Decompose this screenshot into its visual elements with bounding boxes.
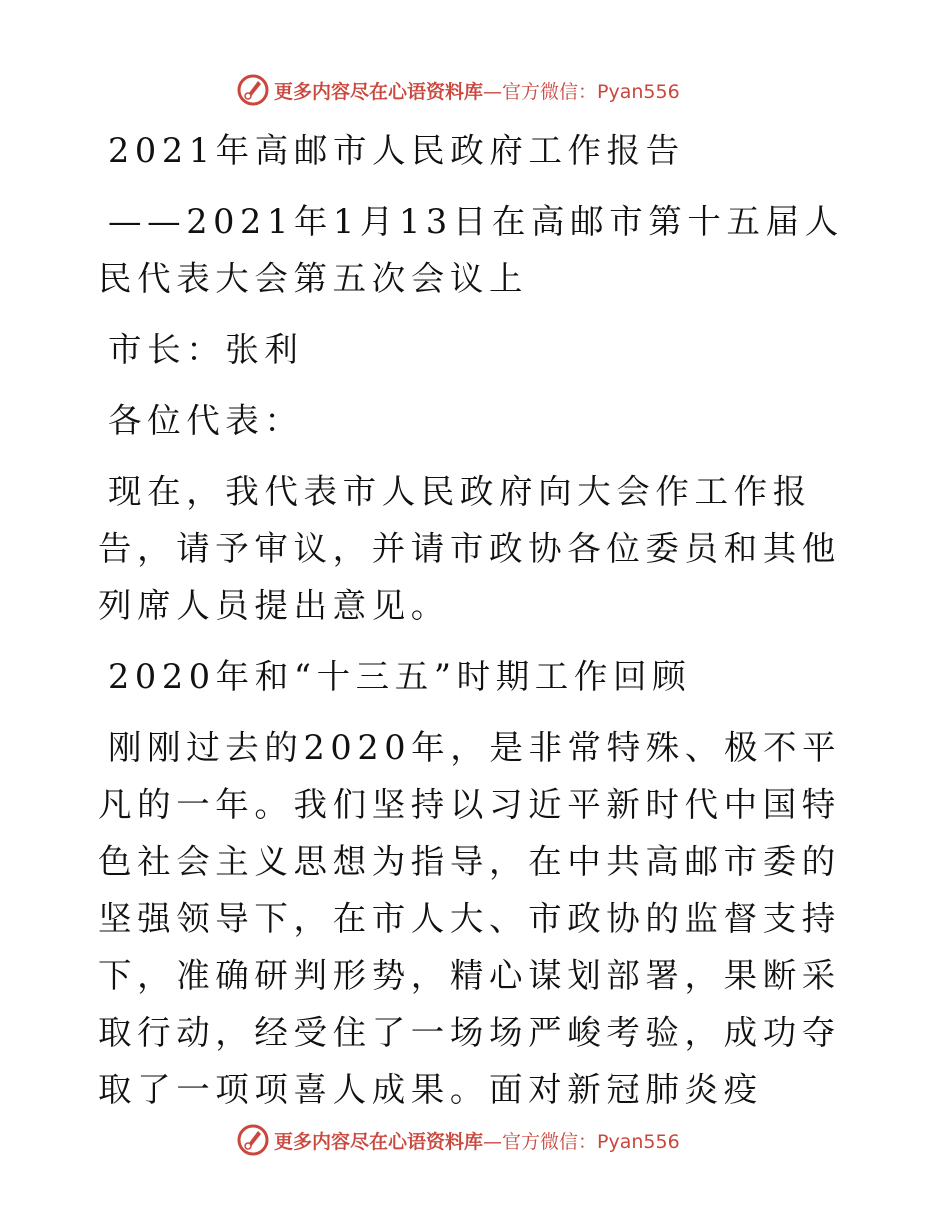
footer-watermark: [236, 1122, 756, 1158]
watermark-wechat-id: Pyan556: [597, 1130, 680, 1153]
document-body: [98, 122, 858, 1132]
watermark-main: 更多内容尽在心语资料库: [274, 1130, 484, 1153]
document-title: 2021年高邮市人民政府工作报告: [108, 131, 685, 170]
watermark-main: 更多内容尽在心语资料库: [274, 80, 484, 103]
document-subtitle: ——2021年1月13日在高邮市第十五届人民代表大会第五次会议上: [98, 202, 844, 298]
watermark-separator: —: [483, 80, 503, 103]
watermark-wechat-label: 官方微信：: [502, 1130, 598, 1153]
body-paragraph: 刚刚过去的2020年，是非常特殊、极不平凡的一年。我们坚持以习近平新时代中国特色社会主义思想为指导，在中共高邮市委的坚强领导下，在市人大、市政协的监督支持下，准确研判形势，精心谋划部署，果断采取行动，经受住了一场场严峻考验，成功夺取了一项项喜人成果。面对新冠肺炎疫: [98, 728, 842, 1109]
watermark-wechat-id: Pyan556: [597, 80, 680, 103]
speaker-line: 市长：张利: [108, 330, 304, 369]
watermark-wechat-label: 官方微信：: [502, 80, 598, 103]
header-watermark: [236, 72, 756, 108]
quill-seal-icon: [236, 73, 270, 107]
salutation: 各位代表：: [108, 401, 304, 440]
watermark-text: [274, 77, 680, 104]
quill-seal-icon: [236, 1123, 270, 1157]
section-heading: 2020年和“十三五”时期工作回顾: [108, 657, 692, 696]
watermark-text: [274, 1127, 680, 1154]
intro-paragraph: 现在，我代表市人民政府向大会作工作报告，请予审议，并请市政协各位委员和其他列席人员提出意见。: [98, 472, 841, 625]
watermark-separator: —: [483, 1130, 503, 1153]
